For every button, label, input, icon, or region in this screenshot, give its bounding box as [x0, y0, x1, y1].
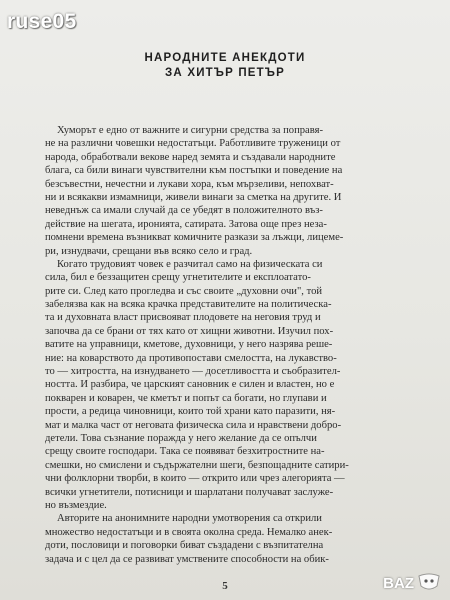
bazar-logo-icon [416, 572, 442, 594]
text-line: множество недостатъци и в своята околна среда. Немалко анек- [45, 526, 333, 538]
chapter-title-line-1: НАРОДНИТЕ АНЕКДОТИ [144, 52, 306, 64]
text-line: Хуморът е едно от важните и сигурни средства за поправя- [57, 125, 324, 136]
text-line: покварен и коварен, че кметът и попът са богати, но глупави и [45, 392, 327, 404]
text-line: прости, а редица чиновници, които той храни като паразити, ня- [45, 406, 336, 418]
text-line: но възмездие. [45, 499, 107, 511]
text-line: рите си. След като прогледва и със своите „духовни очи", той [45, 285, 323, 297]
text-line: ватите на управници, кметове, духовници, у него назрява реше- [45, 339, 333, 351]
text-line: ри, изнудвачи, срещани във всяко село и град. [45, 245, 253, 257]
text-line: сила, бил е беззащитен срещу угнетителите и експлоатато- [45, 272, 311, 284]
page-number: 5 [222, 580, 228, 592]
text-line: срещу своите господари. Така се появяват безхитростните на- [45, 446, 325, 458]
bottom-logo [383, 572, 442, 594]
text-line: ни и всякакви измамници, живели винаги за сметка на другите. И [45, 191, 342, 203]
text-line: блага, са били винаги чувствителни към постъпки и поведение на [45, 165, 343, 177]
text-line: ността. И разбира, че царският сановник е силен и властен, но е [45, 379, 335, 391]
text-line: започва да се брани от тях като от хищни животни. Изучил пох- [45, 325, 334, 337]
text-line: то — хитростта, на изнудването — досетливостта и съобразител- [45, 366, 341, 378]
text-line: неведнъж са имали случай да се убедят в положителното въз- [45, 205, 323, 217]
body-text [45, 124, 407, 566]
text-line: не на различни човешки недостатъци. Работливите труженици от [45, 138, 341, 150]
bottom-logo-text: BAZ [383, 574, 414, 592]
text-line: смешки, но смислени и съдържателни шеги, безпощадните сатири- [45, 459, 349, 471]
text-line: Когато трудовият човек е разчитал само на физическата си [57, 258, 323, 270]
text-line: народа, обработвали векове наред земята и създавали народните [45, 151, 336, 163]
text-line: помнени времена възникват комичните разкази за лъжци, лицемe- [45, 232, 344, 244]
text-line: чни фолклорни творби, в които — открито или чрез алегорията — [45, 473, 345, 485]
chapter-title-line-2: ЗА ХИТЪР ПЕТЪР [165, 67, 285, 79]
text-line: мат и малка част от неговата физическа сила и нравствени добро- [45, 419, 342, 431]
text-line: забелязва как на всяка крачка представителите на политическа- [45, 299, 332, 311]
text-line: безсъвестни, нечестни и лукави хора, към мързеливи, непохват- [45, 178, 334, 190]
text-line: доти, пословици и поговорки биват създадени с възпитателна [45, 540, 324, 552]
text-line: детели. Това съзнание поражда у него желание да се опълчи [45, 432, 317, 444]
watermark-site: ruse05 [7, 10, 77, 33]
text-line: ние: на коварството да противопостави смелостта, на лукавство- [45, 352, 337, 364]
text-line: задача и с цел да се развиват умствените способности на обик- [45, 553, 329, 565]
text-line: действие на шегата, иронията, сатирата. Затова още през неза- [45, 218, 327, 230]
text-line: Авторите на анонимните народни умотворения са открили [57, 513, 322, 525]
text-line: всички угнетители, потисници и шарлатани получават заслуже- [45, 486, 334, 498]
text-line: та и духовната власт присвояват плодовете на неговия труд и [45, 312, 321, 324]
